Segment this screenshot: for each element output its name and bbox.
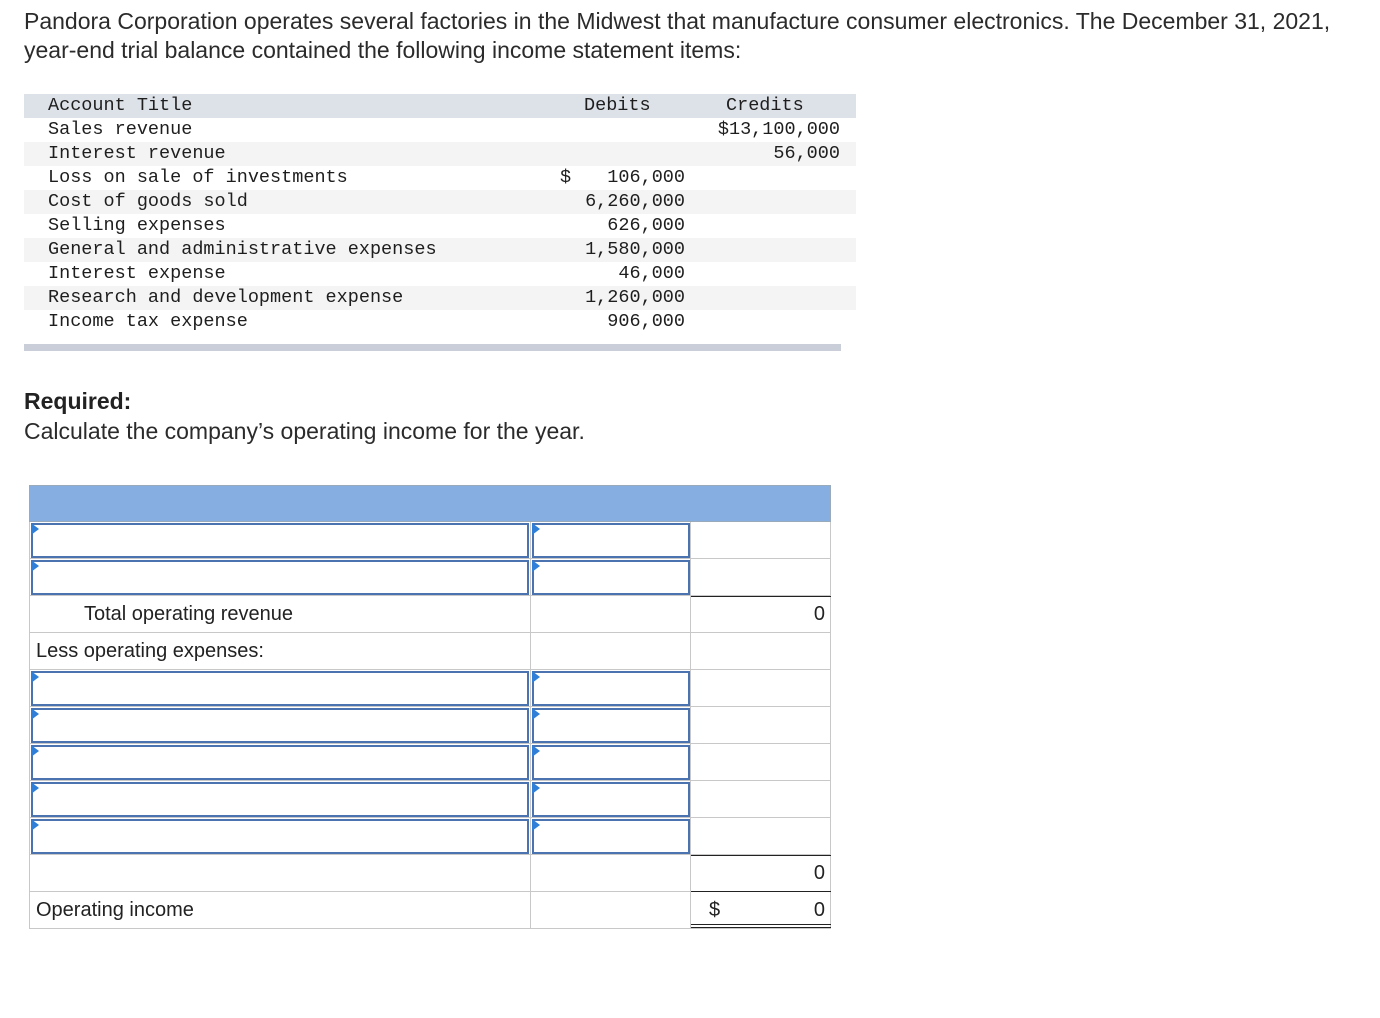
credit-amount: $13,100,000 [717, 119, 840, 140]
expense-input-row [29, 781, 831, 818]
total-cell [691, 744, 831, 781]
total-operating-revenue-row [29, 596, 831, 633]
account-title-header: Account Title [48, 95, 193, 116]
dropdown-marker-icon [31, 819, 39, 831]
table-divider [24, 344, 841, 351]
account-title: Selling expenses [48, 215, 226, 236]
total-operating-expenses-value: 0 [813, 862, 825, 884]
input-marker-icon [532, 560, 540, 572]
dropdown-marker-icon [31, 560, 39, 572]
account-title: Loss on sale of investments [48, 167, 348, 188]
debit-amount: 106,000 [607, 167, 685, 188]
debits-header: Debits [584, 95, 651, 116]
input-marker-icon [532, 708, 540, 720]
account-title: Sales revenue [48, 119, 193, 140]
total-operating-expenses-row [29, 855, 831, 892]
problem-statement: Pandora Corporation operates several factories in the Midwest that manufacture consumer electronics. The December 31, 2021, year-end trial balance contained the following income statement items: [24, 8, 1331, 63]
amount-input[interactable] [532, 708, 690, 743]
total-cell [691, 855, 831, 892]
input-marker-icon [532, 782, 540, 794]
total-cell [691, 596, 831, 633]
dropdown-marker-icon [31, 671, 39, 683]
expense-input-row [29, 707, 831, 744]
amount-input[interactable] [532, 745, 690, 780]
total-cell [691, 559, 831, 596]
account-title: Interest revenue [48, 143, 226, 164]
dropdown-marker-icon [31, 523, 39, 535]
trial-balance-header [24, 94, 856, 118]
required-heading: Required: [24, 388, 132, 414]
input-marker-icon [532, 745, 540, 757]
subtotal-line [691, 596, 831, 597]
debit-amount: 46,000 [618, 263, 685, 284]
required-instruction: Calculate the company’s operating income for the year. [24, 418, 585, 444]
account-title: Cost of goods sold [48, 191, 248, 212]
account-dropdown[interactable] [31, 560, 529, 595]
trial-balance-row [24, 286, 856, 310]
debit-amount: 626,000 [607, 215, 685, 236]
amount-input[interactable] [532, 523, 690, 558]
operating-income-label: Operating income [36, 899, 194, 921]
amount-cell [531, 855, 691, 892]
debit-amount: 906,000 [607, 311, 685, 332]
trial-balance-row [24, 214, 856, 238]
trial-balance-row [24, 310, 856, 334]
amount-input[interactable] [532, 782, 690, 817]
input-marker-icon [532, 523, 540, 535]
total-cell [691, 707, 831, 744]
total-operating-revenue-label: Total operating revenue [84, 603, 294, 625]
revenue-input-row [29, 559, 831, 596]
total-operating-revenue-value: 0 [813, 603, 825, 625]
trial-balance-row [24, 142, 856, 166]
account-title: Income tax expense [48, 311, 248, 332]
trial-balance-table [24, 94, 856, 334]
credit-amount: 56,000 [773, 143, 840, 164]
expense-input-row [29, 670, 831, 707]
total-cell [691, 670, 831, 707]
expense-input-row [29, 818, 831, 855]
dollar-sign: $ [560, 167, 572, 188]
account-dropdown[interactable] [31, 708, 529, 743]
expense-input-row [29, 744, 831, 781]
debit-amount: 1,260,000 [585, 287, 685, 308]
debit-amount: 1,580,000 [585, 239, 685, 260]
label-cell [29, 855, 531, 892]
total-cell [691, 522, 831, 559]
total-cell [691, 818, 831, 855]
amount-input[interactable] [532, 671, 690, 706]
worksheet-header [29, 485, 831, 522]
dropdown-marker-icon [31, 782, 39, 794]
trial-balance-row [24, 262, 856, 286]
subtotal-line [691, 855, 831, 856]
double-underline [691, 924, 831, 928]
amount-cell [531, 596, 691, 633]
trial-balance-row [24, 238, 856, 262]
total-cell [691, 633, 831, 670]
input-marker-icon [532, 671, 540, 683]
debit-amount: 6,260,000 [585, 191, 685, 212]
account-dropdown[interactable] [31, 819, 529, 854]
input-marker-icon [532, 819, 540, 831]
account-dropdown[interactable] [31, 745, 529, 780]
account-title: Interest expense [48, 263, 226, 284]
less-operating-expenses-row [29, 633, 831, 670]
trial-balance-row [24, 166, 856, 190]
total-cell [691, 781, 831, 818]
operating-income-dollar-sign: $ [709, 899, 721, 921]
amount-input[interactable] [532, 560, 690, 595]
account-title: Research and development expense [48, 287, 404, 308]
less-operating-expenses-label: Less operating expenses: [36, 640, 264, 662]
amount-input[interactable] [532, 819, 690, 854]
trial-balance-row [24, 118, 856, 142]
amount-cell [531, 892, 691, 929]
dropdown-marker-icon [31, 745, 39, 757]
account-title: General and administrative expenses [48, 239, 437, 260]
credits-header: Credits [726, 95, 804, 116]
revenue-input-row [29, 522, 831, 559]
trial-balance-row [24, 190, 856, 214]
account-dropdown[interactable] [31, 523, 529, 558]
operating-income-value: 0 [813, 899, 825, 921]
amount-cell [531, 633, 691, 670]
account-dropdown[interactable] [31, 671, 529, 706]
account-dropdown[interactable] [31, 782, 529, 817]
dropdown-marker-icon [31, 708, 39, 720]
